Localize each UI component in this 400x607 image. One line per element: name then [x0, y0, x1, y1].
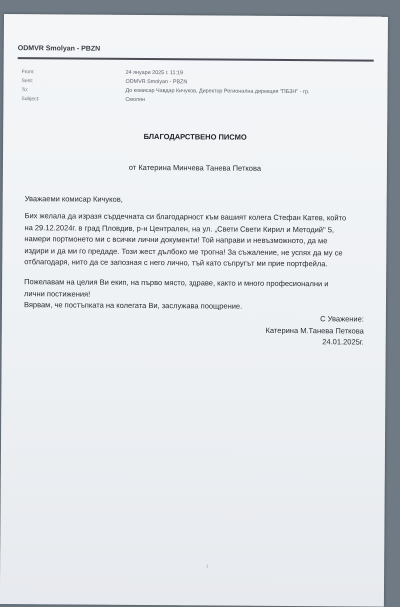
field-label-subject: Subject:: [21, 96, 40, 103]
email-org-header: ODMVR Smolyan - PBZN: [17, 45, 101, 53]
letter-paragraph-1: [24, 210, 374, 270]
paragraph-1-line: на 29.12.2024г. в град Пловдив, р-н Централен, на ул. „Свети Свети Кирил и Методий" 5,: [24, 222, 335, 234]
paragraph-1-line: намери портмонето ми с всички лични документи! Той направи и невъзможното, да ме: [24, 234, 328, 246]
letter-date: 24.01.2025г.: [322, 337, 364, 347]
field-label-to: To:: [21, 87, 29, 94]
header-divider: [18, 57, 374, 61]
field-value-to: До комисар Чавдар Кичуков, Директор Регионална дирекция "ПБЗН" - гр.: [125, 87, 310, 96]
letter-paragraph-2: [24, 276, 374, 313]
field-label-from: From:: [21, 69, 35, 76]
signatory-name: Катерина М.Танева Петкова: [265, 325, 364, 336]
field-value-from: 24 януари 2025 г. 11:19: [125, 69, 184, 77]
letter-title: БЛАГОДАРСТВЕНО ПИСМО: [143, 131, 247, 142]
paragraph-2-line: Пожелавам на целия Ви екип, на първо място, здраве, както и много професионални и: [24, 277, 329, 289]
field-value-subject: Смолян: [125, 96, 145, 103]
page-number: 1: [206, 563, 209, 569]
closing-regards: С Уважение:: [320, 314, 364, 324]
field-value-sent: ODMVR Smolyan - PBZN: [125, 78, 188, 86]
paragraph-1-line: издири и да ми го предаде. Този жест дълбоко ме трогна! За съжаление, не успях да му се: [24, 245, 343, 257]
letter-sender-line: от Катерина Минчева Танева Петкова: [128, 162, 262, 173]
letter-page: [0, 14, 388, 607]
paragraph-2-line: лични постижения!: [24, 288, 91, 299]
letter-salutation: Уважаеми комисар Кичуков,: [24, 194, 123, 204]
paragraph-2-line: Вярвам, че постъпката на колегата Ви, заслужава поощрение.: [23, 300, 243, 311]
field-label-sent: Sent:: [21, 78, 34, 85]
paragraph-1-line: отблагодаря, нито да се запозная с него лично, тъй като съпругът ми прие портфейла.: [24, 257, 328, 269]
paragraph-1-line: Бих желала да изразя сърдечната си благодарност към вашият колега Стефан Катев, който: [24, 211, 347, 223]
